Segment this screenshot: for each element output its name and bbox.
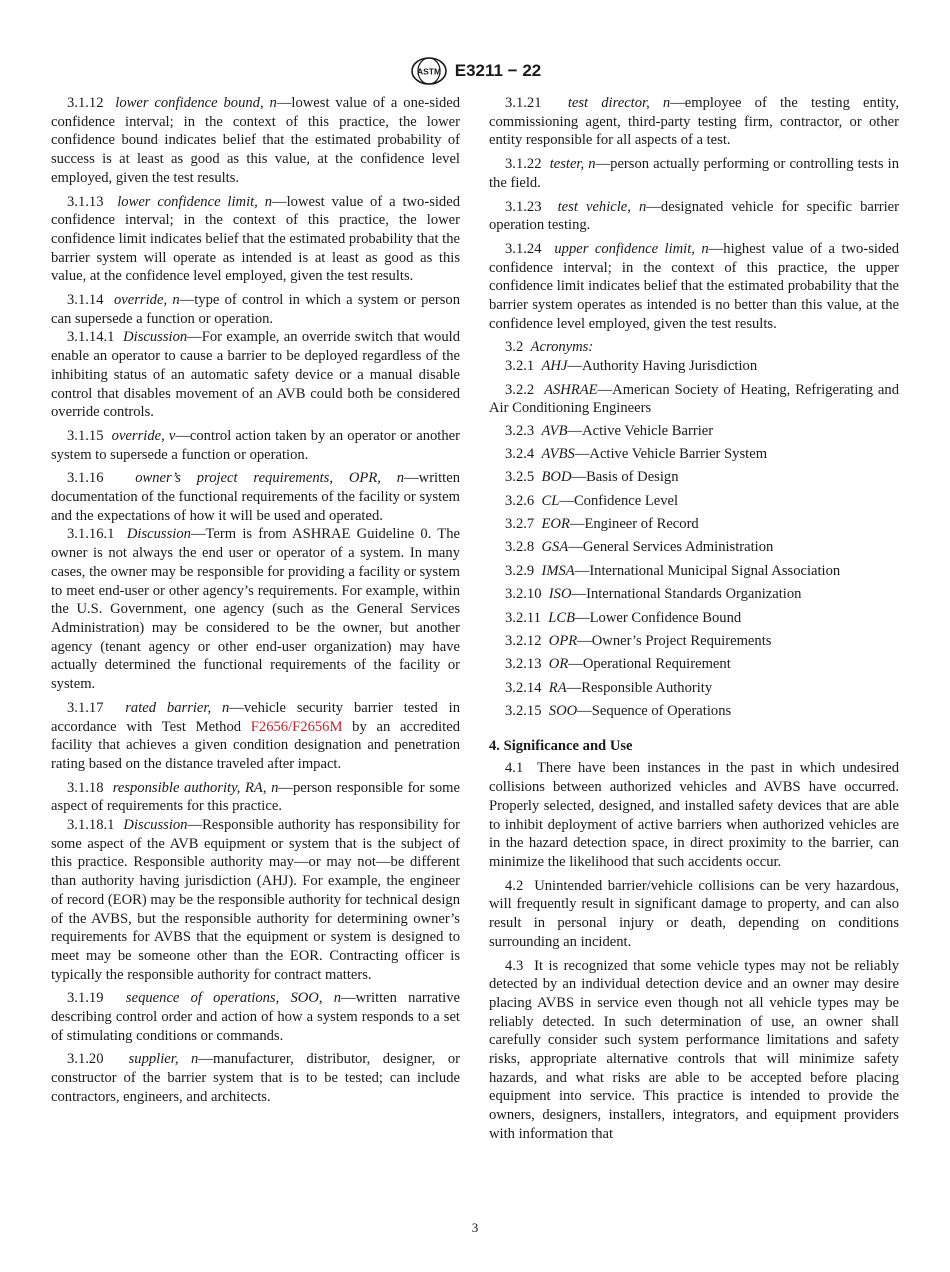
acronym-item: 3.2.11 LCB—Lower Confidence Bound (505, 609, 742, 626)
astm-logo-label: ASTM (416, 66, 441, 77)
acronym-item: 3.2.12 OPR—Owner’s Project Requirements (505, 632, 772, 649)
acronym-item: 3.2.7 EOR—Engineer of Record (505, 515, 699, 532)
left-column (51, 94, 460, 1112)
definition-3-1-16: 3.1.16 owner’s project requirements, OPR, n—written documentation of the functional requirements of the facility or system and the expectations of how it will be used and operated. (51, 470, 460, 524)
discussion-3-1-14-1: 3.1.14.1 Discussion—For example, an override switch that would enable an operator to cause a barrier to be deployed regardless of the inhibiting status of an automatic safety device or a manual disable control that disables movement of an AVB could both be considered override controls. (51, 329, 460, 421)
definition-3-1-13: 3.1.13 lower confidence limit, n—lowest value of a two-sided confidence interval; in the context of this practice, the lower confidence limit indicates belief that the estimated probability that the barrier system will operate as intended is at least as good as this value, at the confidence level employed, given the test results. (51, 193, 460, 285)
section-4-heading: 4. Significance and Use (489, 737, 633, 754)
acronym-item: 3.2.13 OR—Operational Requirement (505, 656, 731, 673)
definition-3-1-22: 3.1.22 tester, n—person actually performing or controlling tests in the field. (489, 156, 899, 191)
definition-3-1-23: 3.1.23 test vehicle, n—designated vehicle for specific barrier operation testing. (489, 198, 899, 234)
definition-3-1-19: 3.1.19 sequence of operations, SOO, n—written narrative describing control order and action of how a system responds to a set of stimulating conditions or commands. (51, 990, 461, 1044)
acronym-item: 3.2.10 ISO—International Standards Organization (505, 586, 802, 603)
f2656-link[interactable]: F2656/F2656M (250, 718, 343, 735)
definition-3-1-21: 3.1.21 test director, n—employee of the testing entity, commissioning agent, third-party testing firm, contractor, or other entity responsible for all aspects of a test. (489, 95, 899, 149)
acronym-item: 3.2.2 ASHRAE—American Society of Heating, Refrigerating and Air Conditioning Engineers (489, 381, 899, 417)
definition-3-1-17: 3.1.17 rated barrier, n—vehicle security barrier tested in accordance with Test Method F2656/F2656M by an accredited facility that achieves a given condition designation and penetration rating based on the distance traveled after impact. (51, 699, 460, 772)
page-header (0, 56, 950, 86)
acronym-item: 3.2.1 AHJ—Authority Having Jurisdiction (505, 358, 758, 375)
acronym-item: 3.2.3 AVB—Active Vehicle Barrier (505, 423, 714, 440)
acronym-item: 3.2.4 AVBS—Active Vehicle Barrier System (505, 446, 768, 463)
acronym-item: 3.2.9 IMSA—International Municipal Signal Association (505, 562, 841, 579)
acronym-item: 3.2.5 BOD—Basis of Design (505, 469, 679, 486)
paragraph-4-1: 4.1 There have been instances in the past in which undesired collisions between authorized vehicles and AVBS have occurred. Properly selected, designed, and installed safety devices that are able to inhibit deployment of active barriers when authorized vehicles are in the hazard detection space, in direct proximity to the barrier, can minimize the likelihood that such accidents occur. (489, 760, 899, 870)
right-column (489, 94, 899, 1149)
discussion-3-1-18-1: 3.1.18.1 Discussion—Responsible authority has responsibility for some aspect of the AVB equipment or system that is the subject of this practice. Responsible authority may—or may not—be different than authority having jurisdiction (AHJ). For example, the engineer of record (EOR) may be the responsible authority for technical design of the AVBS, but the responsible authority for determining owner’s requirements for AVBS that the equipment or system is designed to meet may be someone other than the EOR. Contracting officer is typically the responsible authority for contract matters. (51, 817, 460, 983)
definition-3-1-12: 3.1.12 lower confidence bound, n—lowest value of a one-sided confidence interval; in the context of this practice, the lower confidence bound indicates belief that the estimated probability of success is at least as good as this value, at the confidence level employed, given the test results. (51, 95, 461, 186)
definition-3-1-15: 3.1.15 override, v—control action taken by an operator or another system to supersede a function or operation. (51, 427, 460, 463)
acronyms-heading: 3.2 Acronyms: (505, 339, 594, 356)
definition-3-1-24: 3.1.24 upper confidence limit, n—highest value of a two-sided confidence interval; in the context of this practice, the upper confidence limit indicates belief that the estimated probability that the barrier system operates as intended is no better than this value, at the confidence level employed, given the test results. (489, 240, 899, 332)
standard-id: E3211 − 22 (454, 61, 542, 80)
astm-logo-icon (409, 56, 449, 86)
acronym-item: 3.2.6 CL—Confidence Level (505, 492, 679, 509)
acronym-item: 3.2.15 SOO—Sequence of Operations (505, 703, 732, 720)
discussion-3-1-16-1: 3.1.16.1 Discussion—Term is from ASHRAE Guideline 0. The owner is not always the end user or operator of a system. In many cases, the owner may be responsible for providing a facility or system to meet end-user or other agency’s requirements. For example, within the U.S. Government, one agency (such as the General Services Administration) may be considered to be the owner, but another agency (tenant agency or other end-user organization) may have actually determined the functional requirements of the facility or system. (51, 526, 461, 693)
page-number: 3 (471, 1220, 479, 1235)
definition-3-1-20: 3.1.20 supplier, n—manufacturer, distributor, designer, or constructor of the barrier system that is to be tested; can include contractors, engineers, and architects. (51, 1051, 461, 1105)
acronym-item: 3.2.14 RA—Responsible Authority (505, 679, 713, 696)
paragraph-4-2: 4.2 Unintended barrier/vehicle collisions can be very hazardous, will frequently result in significant damage to property, and can also result in personal injury or death, depending on conditions surrounding an incident. (489, 877, 899, 950)
definition-3-1-14: 3.1.14 override, n—type of control in which a system or person can supersede a function or operation. (51, 292, 460, 327)
acronym-item: 3.2.8 GSA—General Services Administration (505, 539, 774, 556)
paragraph-4-3: 4.3 It is recognized that some vehicle types may not be reliably detected by an individual detection device and an owner may desire placing AVBS in service even though not all vehicle types may be reliably detected. In such determination of use, an owner shall carefully consider such system performance limitations and safety risks, appropriate alternative controls that will minimize safety hazards, and what risks are able to be accepted before placing equipment into service. This practice is intended to provide the owners, designers, installers, integrators, and equipment providers with information that (489, 957, 899, 1142)
definition-3-1-18: 3.1.18 responsible authority, RA, n—person responsible for some aspect of requirements for this practice. (51, 779, 460, 815)
